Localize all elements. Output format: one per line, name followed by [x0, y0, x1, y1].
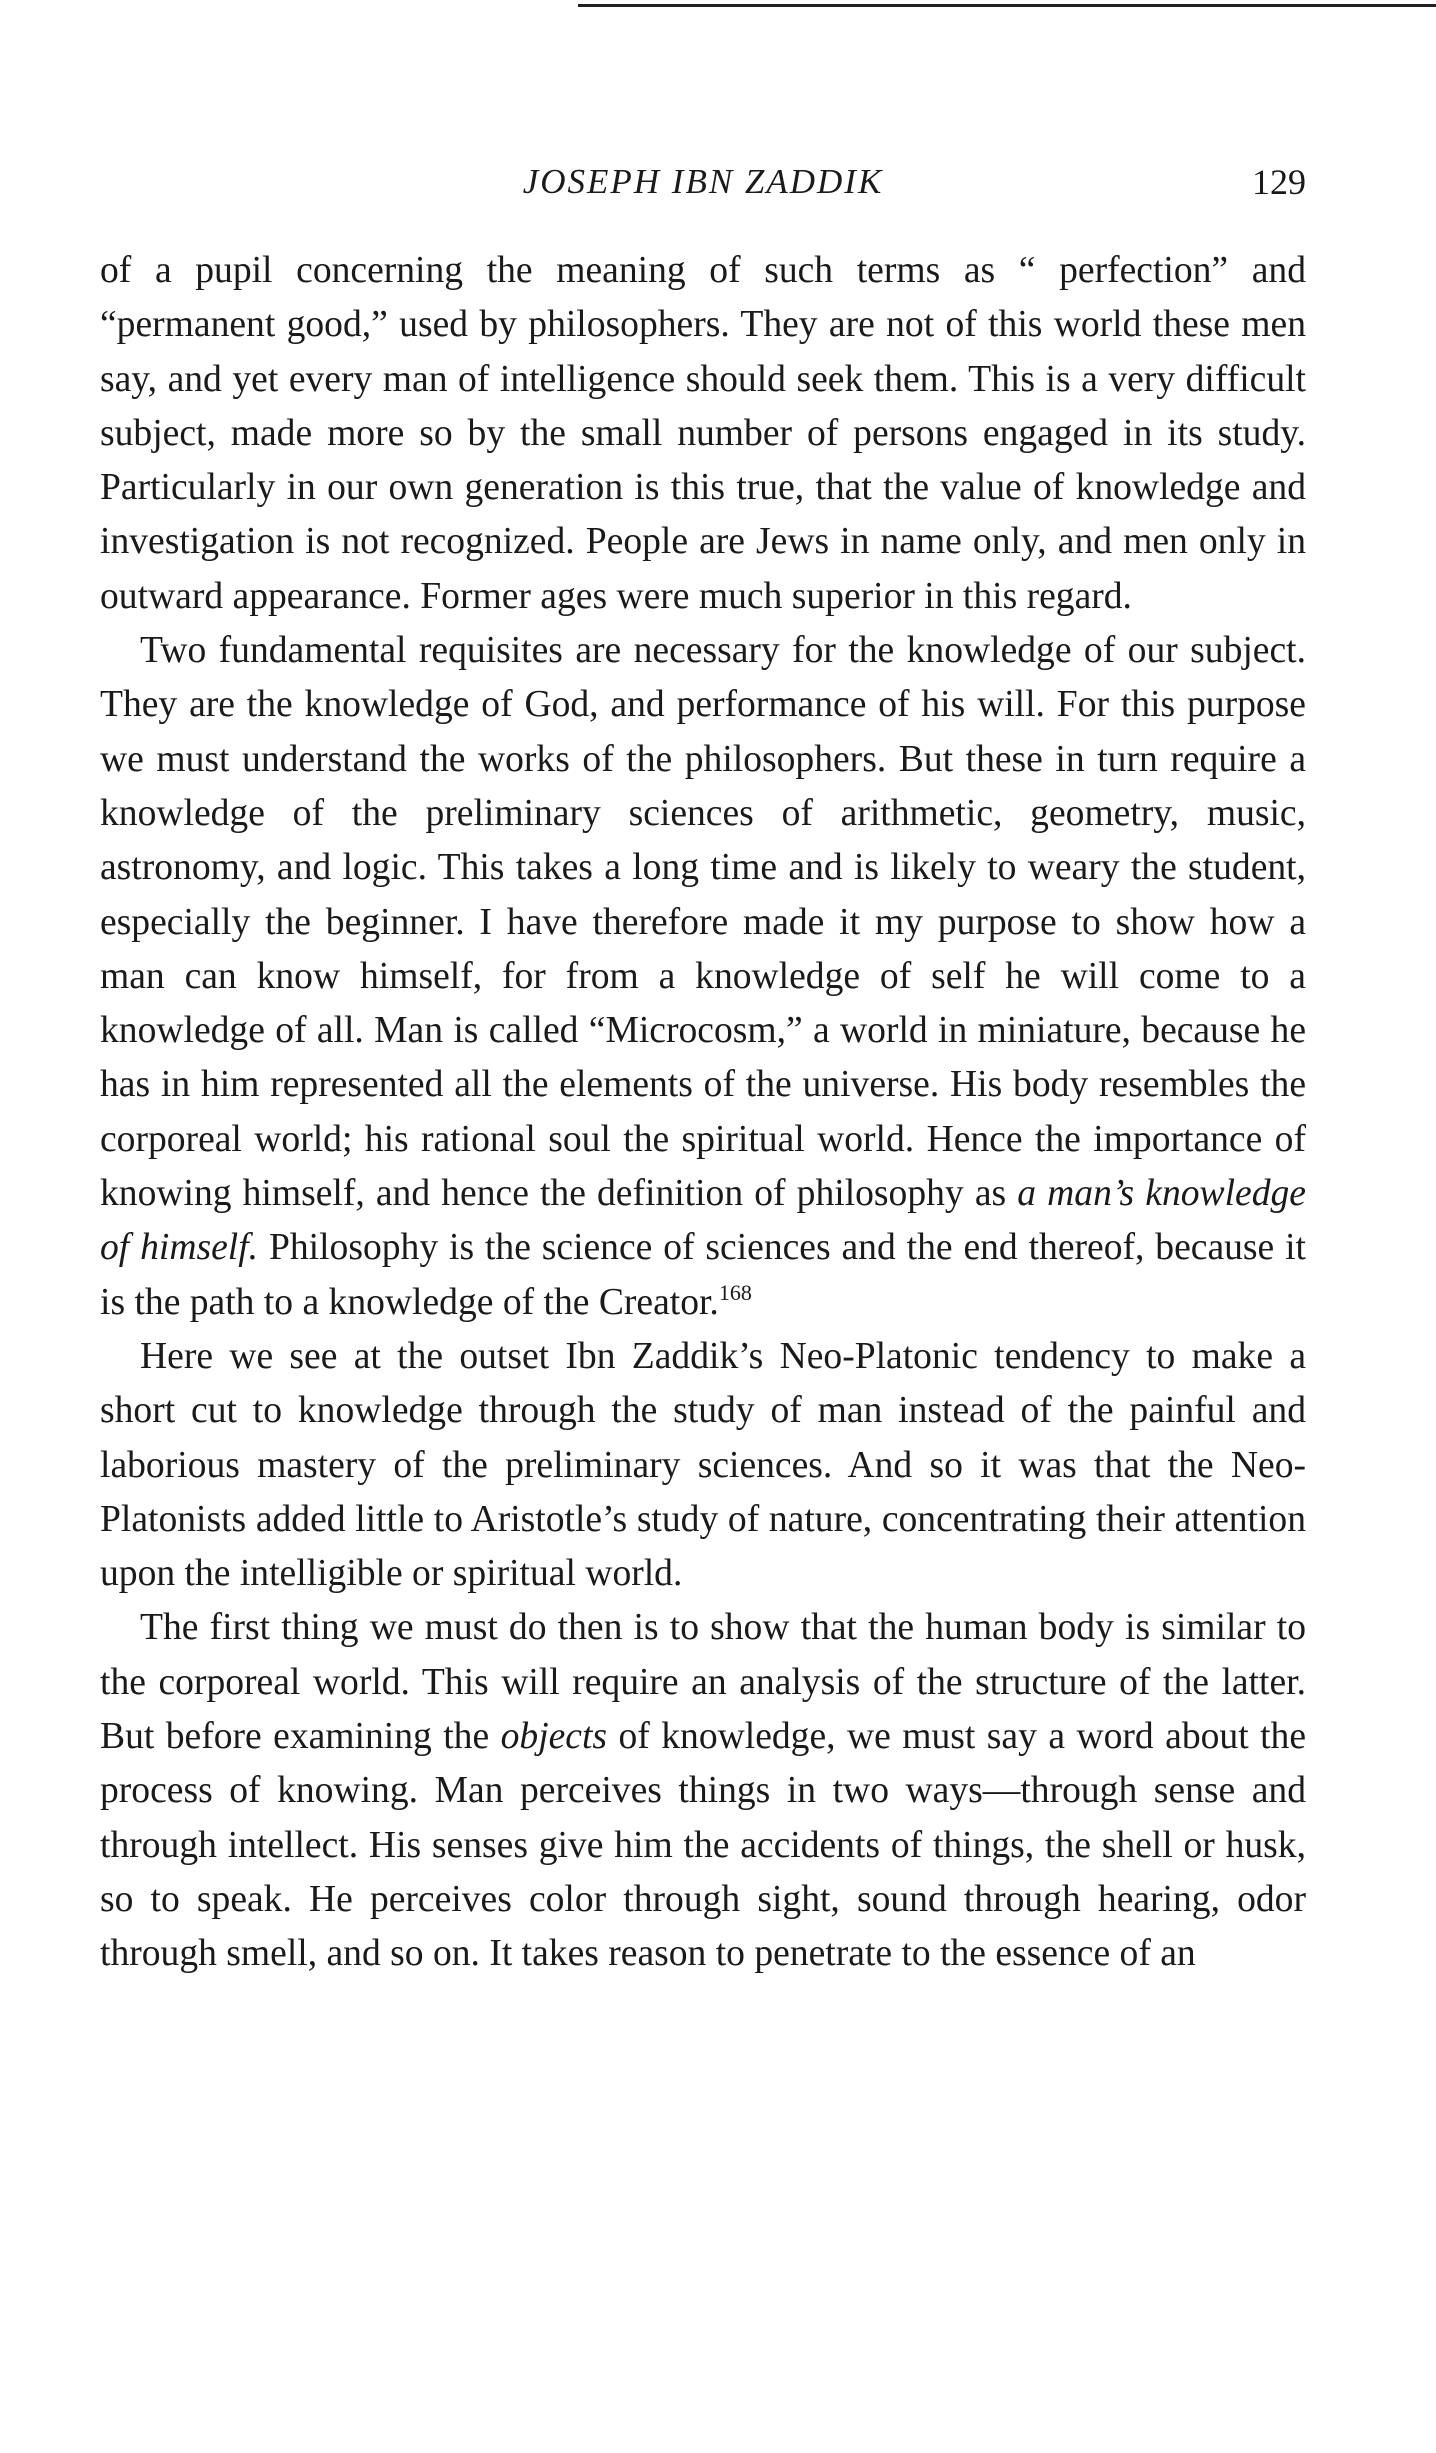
paragraph-1: of a pupil concerning the meaning of such terms as “ perfection” and “permanent good,” used by philosophers. They are not of this world these men say, and yet every man of intelligence should seek them. This is a very difficult subject, made more so by the small number of persons engaged in its study. Particularly in our own generation is this true, that the value of knowledge and investigation is not recognized. People are Jews in name only, and men only in outward appearance. Former ages were much superior in this regard.	[100, 250, 1306, 617]
page-number: 129	[1252, 162, 1306, 202]
paragraph-3: Here we see at the outset Ibn Zaddik’s Neo-Platonic tendency to make a short cut to knowledge through the study of man instead of the painful and laborious mastery of the preliminary sciences. And so it was that the Neo-Platonists added little to Aristotle’s study of nature, concentrating their attention upon the intelligible or spiritual world.	[100, 1335, 1306, 1595]
text-body	[100, 244, 1306, 1982]
paragraph-2	[100, 624, 1306, 1330]
paragraph-4-text: The first thing we must do then is to show that the human body is similar to the corporeal world. This will require an analysis of the structure of the latter. But before examining the	[100, 1607, 1306, 1758]
top-border-rule	[578, 4, 1436, 7]
paragraph-2-text: Two fundamental requisites are necessary for the knowledge of our subject. They are the knowledge of God, and performance of his will. For this purpose we must understand the works of the philosophers. But these in turn require a knowledge of the preliminary sciences of arithmetic, geometry, music, astronomy, and logic. This takes a long time and is likely to weary the student, especially the beginner. I have therefore made it my purpose to show how a man can know himself, for from a knowledge of self he will come to a knowledge of all. Man is called “Microcosm,” a world in miniature, because he has in him represented all the elements of the universe. His body resembles the corporeal world; his rational soul the spiritual world. Hence the importance of knowing himself, and hence the definition of philosophy as	[100, 630, 1306, 1215]
footnote-reference: 168	[718, 1279, 752, 1305]
paragraph-4	[100, 1601, 1306, 1981]
emphasis-objects: objects	[500, 1716, 608, 1758]
emphasis-definition: a man’s knowledge of himself.	[100, 1173, 1306, 1269]
running-head	[100, 158, 1306, 206]
running-title: JOSEPH IBN ZADDIK	[522, 162, 884, 201]
paragraph-4-text-end: of knowledge, we must say a word about the process of knowing. Man perceives things in two ways—through sense and through intellect. His senses give him the accidents of things, the shell or husk, so to speak. He perceives color through sight, sound through hearing, odor through smell, and so on. It takes reason to penetrate to the essence of an	[100, 1716, 1306, 1975]
paragraph-2-text-end: Philosophy is the science of sciences and the end thereof, because it is the path to a knowledge of the Creator.	[100, 1227, 1306, 1323]
